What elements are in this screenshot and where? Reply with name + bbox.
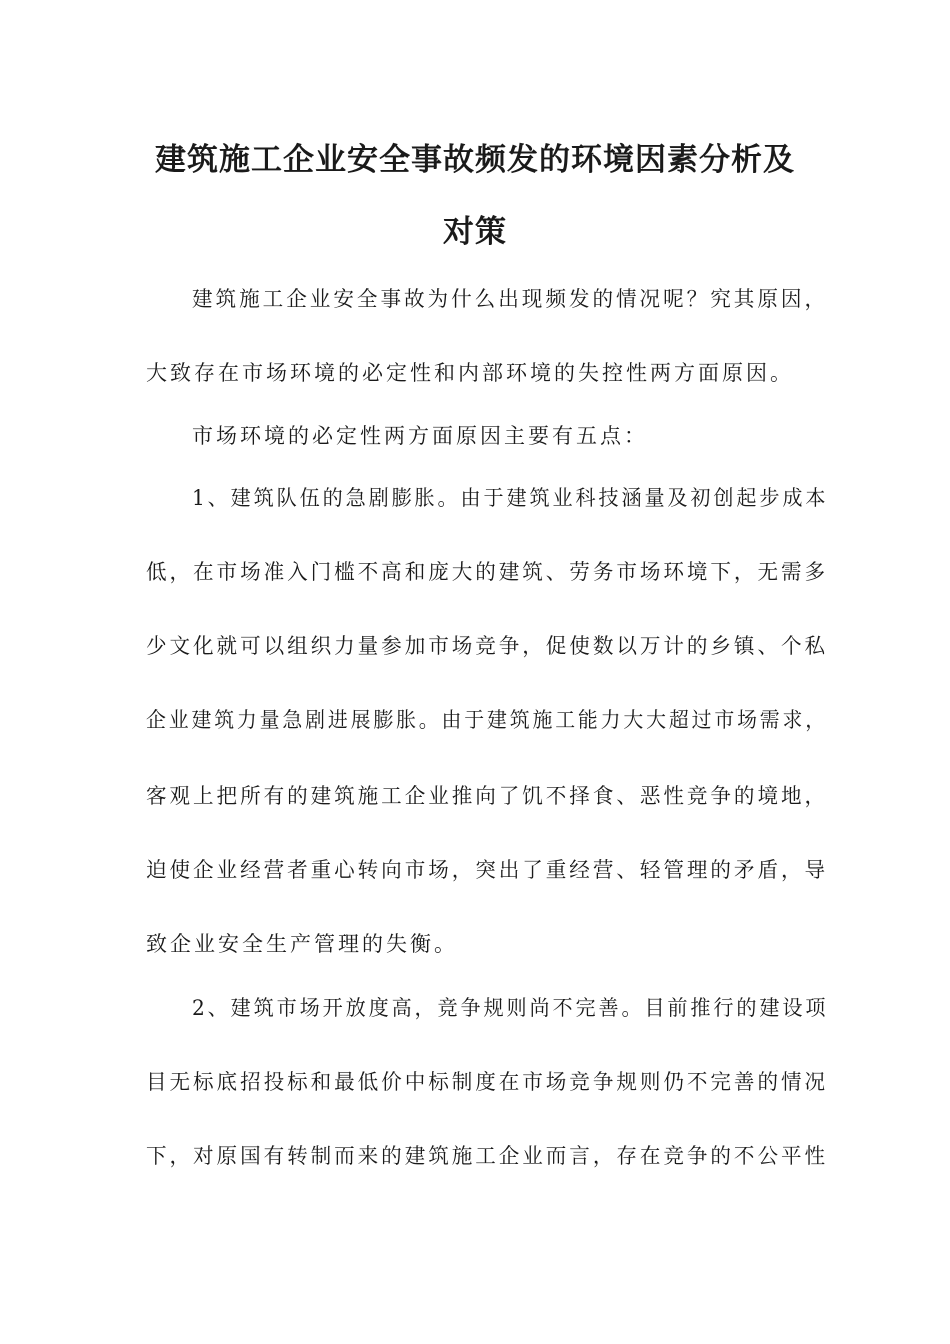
paragraph-line-4: 1、建筑队伍的急剧膨胀。由于建筑业科技涵量及初创起步成本 bbox=[192, 486, 829, 510]
paragraph-line-9: 迫使企业经营者重心转向市场，突出了重经营、轻管理的矛盾，导 bbox=[146, 858, 828, 882]
paragraph-line-13: 下，对原国有转制而来的建筑施工企业而言，存在竞争的不公平性 bbox=[146, 1144, 828, 1168]
paragraph-line-5: 低，在市场准入门槛不高和庞大的建筑、劳务市场环境下，无需多 bbox=[146, 560, 828, 584]
paragraph-line-7: 企业建筑力量急剧进展膨胀。由于建筑施工能力大大超过市场需求， bbox=[146, 708, 828, 732]
document-title-line-2: 对策 bbox=[443, 214, 507, 250]
paragraph-line-11: 2、建筑市场开放度高，竞争规则尚不完善。目前推行的建设项 bbox=[192, 996, 829, 1020]
paragraph-line-1: 建筑施工企业安全事故为什么出现频发的情况呢？究其原因， bbox=[192, 287, 828, 311]
document-title-line-1: 建筑施工企业安全事故频发的环境因素分析及 bbox=[155, 142, 795, 178]
paragraph-line-10: 致企业安全生产管理的失衡。 bbox=[146, 932, 458, 956]
paragraph-line-6: 少文化就可以组织力量参加市场竞争，促使数以万计的乡镇、个私 bbox=[146, 634, 828, 658]
paragraph-line-8: 客观上把所有的建筑施工企业推向了饥不择食、恶性竞争的境地， bbox=[146, 784, 828, 808]
paragraph-line-12: 目无标底招投标和最低价中标制度在市场竞争规则仍不完善的情况 bbox=[146, 1070, 828, 1094]
paragraph-line-2: 大致存在市场环境的必定性和内部环境的失控性两方面原因。 bbox=[146, 361, 794, 385]
paragraph-line-3: 市场环境的必定性两方面原因主要有五点： bbox=[192, 424, 648, 448]
